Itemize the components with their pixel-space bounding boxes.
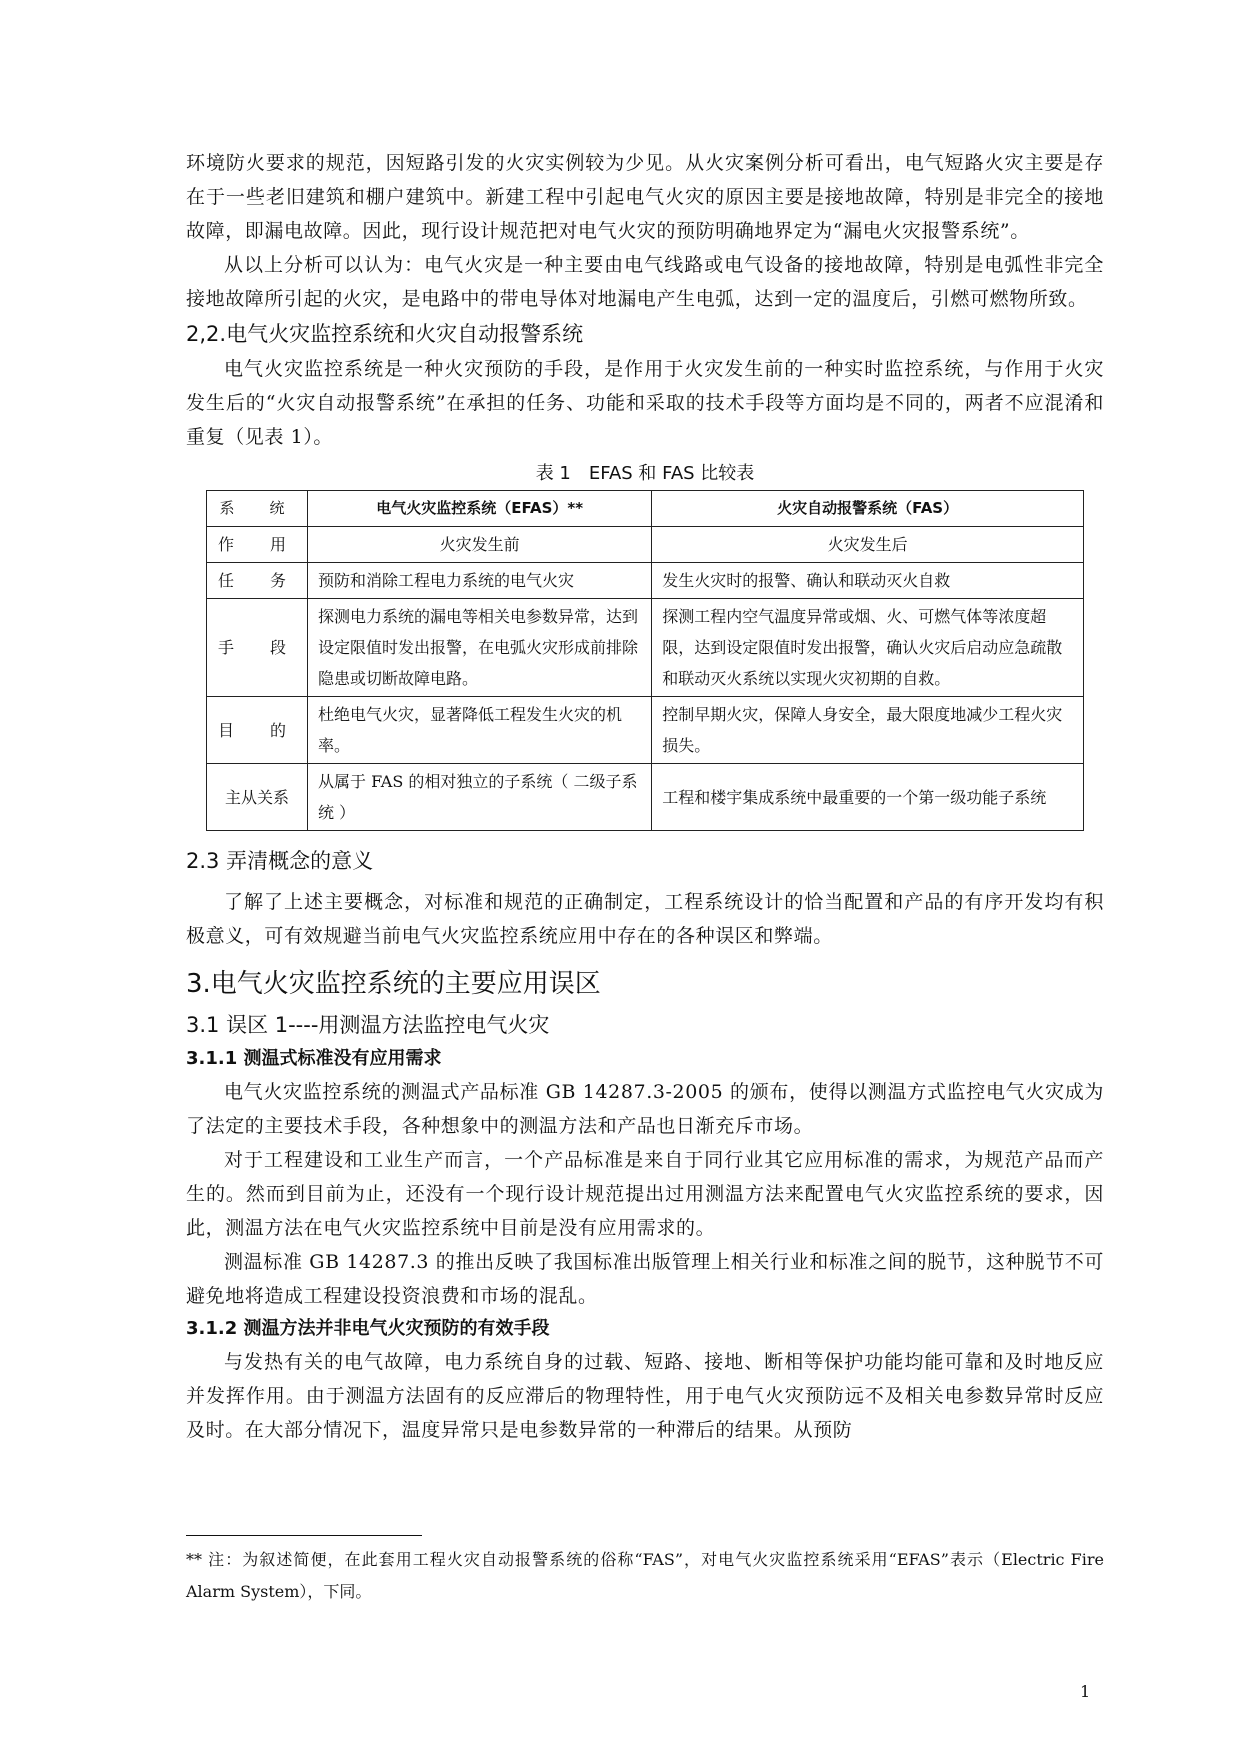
- paragraph: 了解了上述主要概念，对标准和规范的正确制定，工程系统设计的恰当配置和产品的有序开发均有积极意义，可有效规避当前电气火灾监控系统应用中存在的各种误区和弊端。: [186, 891, 1104, 947]
- row-label: 目 的: [207, 697, 308, 764]
- section-heading-2-3: 2.3 弄清概念的意义: [186, 849, 374, 873]
- table-header-row: [207, 491, 1084, 527]
- table-row: [207, 599, 1084, 697]
- subsection-heading-3-1-2: 3.1.2 测温方法并非电气火灾预防的有效手段: [186, 1318, 550, 1339]
- section-heading-2-2: 2,2.电气火灾监控系统和火灾自动报警系统: [186, 322, 584, 346]
- paragraph: 从以上分析可以认为：电气火灾是一种主要由电气线路或电气设备的接地故障，特别是电弧性非完全接地故障所引起的火灾，是电路中的带电导体对地漏电产生电弧，达到一定的温度后，引燃可燃物所致。: [186, 254, 1104, 310]
- row-label: 手 段: [207, 599, 308, 697]
- table-header-cell: 电气火灾监控系统（EFAS）**: [308, 491, 652, 527]
- row-label: 任 务: [207, 563, 308, 599]
- fas-cell: 火灾发生后: [652, 527, 1084, 563]
- paragraph: 环境防火要求的规范，因短路引发的火灾实例较为少见。从火灾案例分析可看出，电气短路火灾主要是存在于一些老旧建筑和棚户建筑中。新建工程中引起电气火灾的原因主要是接地故障，特别是非完全的接地故障，即漏电故障。因此，现行设计规范把对电气火灾的预防明确地界定为“漏电火灾报警系统”。: [186, 152, 1104, 242]
- table-row: [207, 563, 1084, 599]
- table-header-cell: 火灾自动报警系统（FAS）: [652, 491, 1084, 527]
- fas-cell: 发生火灾时的报警、确认和联动灭火自救: [652, 563, 1084, 599]
- table-row: [207, 527, 1084, 563]
- section-heading-3-1: 3.1 误区 1----用测温方法监控电气火灾: [186, 1013, 550, 1037]
- efas-cell: 预防和消除工程电力系统的电气火灾: [308, 563, 652, 599]
- document-body: [186, 146, 1104, 1447]
- comparison-table: [206, 490, 1084, 831]
- fas-cell: 工程和楼宇集成系统中最重要的一个第一级功能子系统: [652, 764, 1084, 831]
- paragraph: 与发热有关的电气故障，电力系统自身的过载、短路、接地、断相等保护功能均能可靠和及时地反应并发挥作用。由于测温方法固有的反应滞后的物理特性，用于电气火灾预防远不及相关电参数异常时反应及时。在大部分情况下，温度异常只是电参数异常的一种滞后的结果。从预防: [186, 1351, 1104, 1441]
- efas-cell: 杜绝电气火灾，显著降低工程发生火灾的机率。: [308, 697, 652, 764]
- table-row: [207, 697, 1084, 764]
- paragraph: 测温标准 GB 14287.3 的推出反映了我国标准出版管理上相关行业和标准之间的脱节，这种脱节不可避免地将造成工程建设投资浪费和市场的混乱。: [186, 1251, 1104, 1307]
- fas-cell: 探测工程内空气温度异常或烟、火、可燃气体等浓度超限，达到设定限值时发出报警，确认火灾后启动应急疏散和联动灭火系统以实现火灾初期的自救。: [652, 599, 1084, 697]
- efas-cell: 从属于 FAS 的相对独立的子系统（ 二级子系统 ）: [308, 764, 652, 831]
- efas-cell: 火灾发生前: [308, 527, 652, 563]
- chapter-heading-3: 3.电气火灾监控系统的主要应用误区: [186, 969, 601, 999]
- fas-cell: 控制早期火灾，保障人身安全，最大限度地减少工程火灾损失。: [652, 697, 1084, 764]
- row-label: 作 用: [207, 527, 308, 563]
- subsection-heading-3-1-1: 3.1.1 测温式标准没有应用需求: [186, 1048, 442, 1069]
- footnote-divider: [186, 1535, 422, 1536]
- efas-cell: 探测电力系统的漏电等相关电参数异常，达到设定限值时发出报警，在电弧火灾形成前排除隐患或切断故障电路。: [308, 599, 652, 697]
- paragraph: 电气火灾监控系统的测温式产品标准 GB 14287.3-2005 的颁布，使得以测温方式监控电气火灾成为了法定的主要技术手段，各种想象中的测温方法和产品也日渐充斥市场。: [186, 1081, 1104, 1137]
- table-row: [207, 764, 1084, 831]
- paragraph: 电气火灾监控系统是一种火灾预防的手段，是作用于火灾发生前的一种实时监控系统，与作用于火灾发生后的“火灾自动报警系统”在承担的任务、功能和采取的技术手段等方面均是不同的，两者不应混淆和重复（见表 1）。: [186, 358, 1104, 448]
- paragraph: 对于工程建设和工业生产而言，一个产品标准是来自于同行业其它应用标准的需求，为规范产品而产生的。然而到目前为止，还没有一个现行设计规范提出过用测温方法来配置电气火灾监控系统的要求，因此，测温方法在电气火灾监控系统中目前是没有应用需求的。: [186, 1149, 1104, 1239]
- table-caption: 表 1 EFAS 和 FAS 比较表: [535, 463, 755, 484]
- row-label: 主从关系: [207, 764, 308, 831]
- page-number: 1: [1080, 1682, 1091, 1701]
- footnote: ** 注：为叙述简便，在此套用工程火灾自动报警系统的俗称“FAS”，对电气火灾监控系统采用“EFAS”表示（Electric Fire Alarm System），下同。: [186, 1550, 1104, 1601]
- table-header-cell: 系 统: [207, 491, 308, 527]
